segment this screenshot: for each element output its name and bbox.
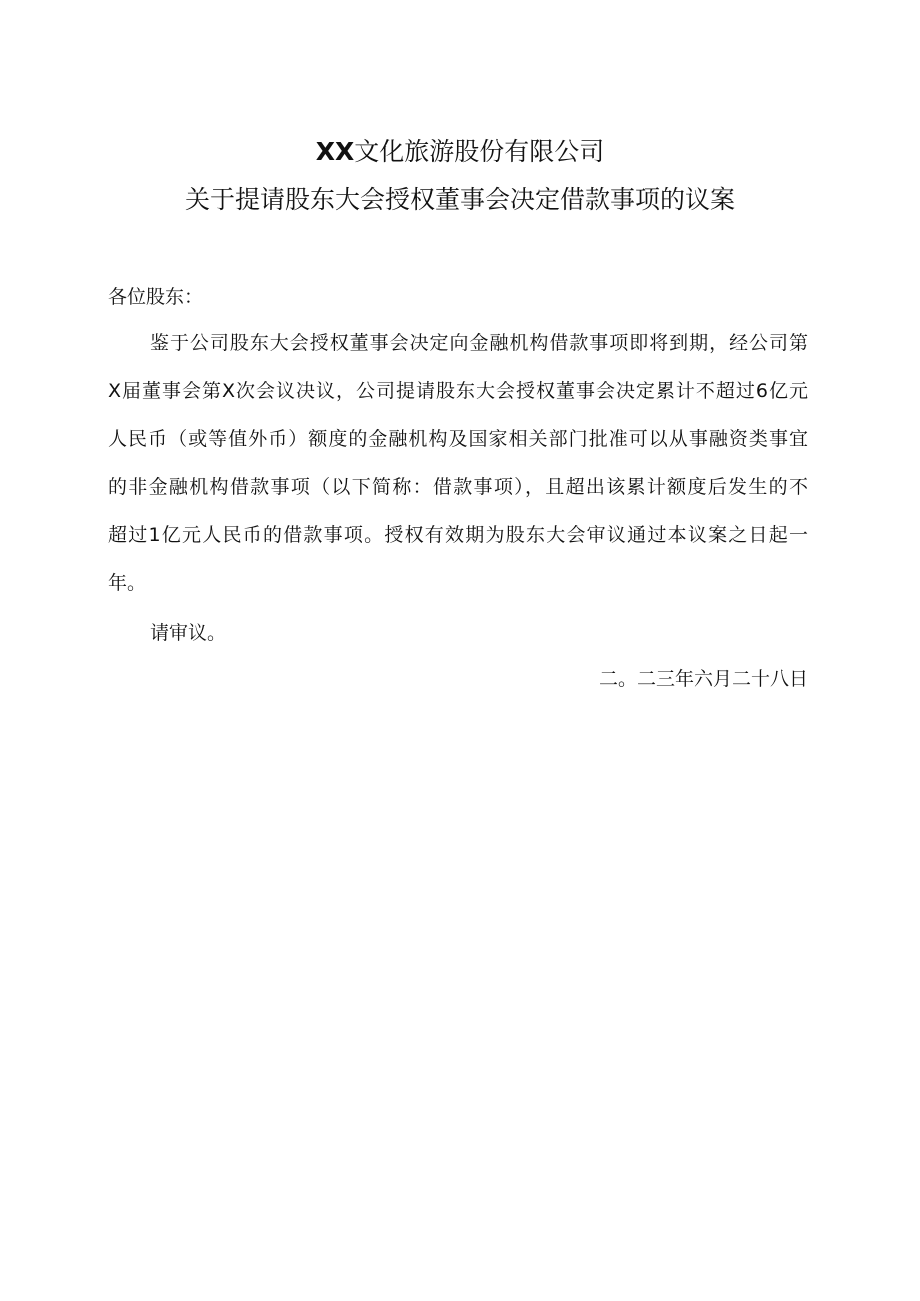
company-name	[0, 134, 920, 170]
document-title: 关于提请股东大会授权董事会决定借款事项的议案	[184, 185, 735, 214]
body-line-6: 年。	[108, 572, 147, 594]
body-line-1: 鉴于公司股东大会授权董事会决定向金融机构借款事项即将到期，经公司第	[150, 332, 808, 354]
company-name-text: 文化旅游股份有限公司	[354, 137, 605, 166]
body-line-2: X届董事会第X次会议决议，公司提请股东大会授权董事会决定累计不超过6亿元	[108, 380, 808, 402]
document-date: 二。二三年六月二十八日	[598, 668, 808, 690]
body-line-3: 人民币（或等值外币）额度的金融机构及国家相关部门批准可以从事融资类事宜	[108, 428, 808, 450]
body-line-5: 超过1亿元人民币的借款事项。授权有效期为股东大会审议通过本议案之日起一	[108, 524, 808, 546]
salutation: 各位股东：	[108, 286, 204, 308]
body-line-4: 的非金融机构借款事项（以下简称：借款事项），且超出该累计额度后发生的不	[108, 476, 808, 498]
company-prefix: XX	[315, 137, 355, 166]
closing-text: 请审议。	[150, 622, 227, 644]
